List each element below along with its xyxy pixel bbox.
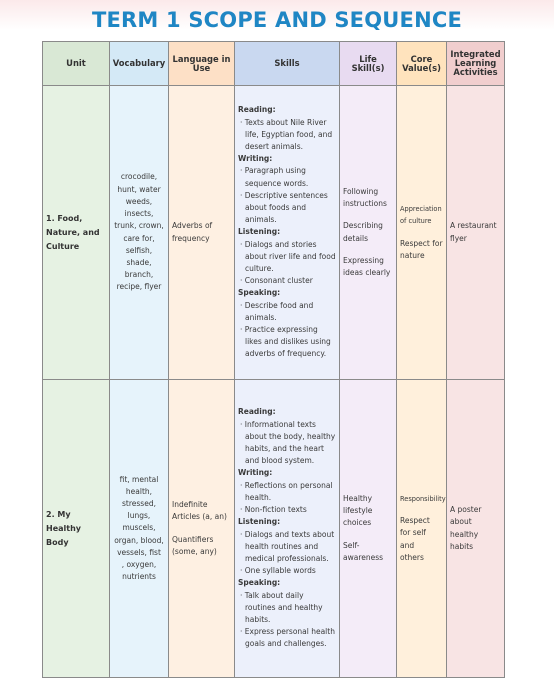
vocab-line: recipe, flyer [116, 282, 162, 292]
unit-cell [43, 380, 110, 678]
vocab-line: selfish, [125, 245, 153, 255]
skill-item: · Dialogs and texts about health routines and medical professionals. [240, 529, 335, 563]
skill-item: · Non-fiction texts [240, 505, 307, 515]
scope-sequence-table [42, 41, 505, 678]
unit-title: 2. My Healthy Body [46, 509, 81, 547]
vocab-line: , oxygen, [121, 560, 157, 569]
header-row [43, 42, 505, 86]
skill-item: · Informational texts about the body, healthy habits, and the heart and blood system. [240, 419, 336, 466]
skill-heading: Reading: [238, 105, 276, 115]
language-line: Quantifiers [172, 534, 214, 544]
skill-item: · Practice expressing likes and dislikes using adverbs of frequency. [240, 325, 331, 359]
table-row [43, 86, 505, 380]
header-life-skills: Life Skill(s) [340, 42, 397, 86]
vocab-line: nutrients [122, 572, 156, 582]
skill-heading: Speaking: [238, 578, 281, 588]
vocab-line: branch, [124, 270, 154, 280]
skill-item: · Describe food and animals. [240, 300, 314, 322]
header-unit: Unit [43, 42, 110, 86]
vocab-line: crocodile, [120, 172, 158, 182]
vocab-line: fit, mental [119, 474, 159, 484]
vocabulary-cell [110, 86, 169, 380]
vocab-line: hunt, water [117, 184, 161, 194]
skill-item: · Talk about daily routines and healthy habits. [240, 590, 323, 624]
life-skills-cell [340, 86, 397, 380]
vocab-line: health, [125, 486, 153, 496]
vocab-line: organ, blood, [114, 535, 164, 545]
core-values-cell [397, 380, 447, 678]
language-line: Adverbs of [172, 221, 213, 231]
core-value: Respect for nature [400, 238, 443, 260]
vocab-line: shade, [126, 257, 152, 267]
skill-item: · One syllable words [240, 566, 316, 576]
header-language-in-use: Language in Use [169, 42, 235, 86]
core-values-cell [397, 86, 447, 380]
table-row [43, 380, 505, 678]
ila-cell [447, 86, 505, 380]
skill-heading: Writing: [238, 154, 273, 164]
skill-heading: Writing: [238, 468, 273, 478]
skills-cell [235, 380, 340, 678]
skill-item: · Texts about Nile River life, Egyptian food, and desert animals. [240, 117, 333, 151]
skill-item: · Consonant cluster [240, 276, 313, 286]
vocab-line: vessels, fist [117, 547, 161, 557]
vocab-line: stressed, [122, 498, 156, 508]
language-line: Articles (a, an) [172, 512, 227, 522]
ila-text: A restaurant flyer [450, 221, 497, 243]
page-title: TERM 1 SCOPE AND SEQUENCE [91, 8, 463, 32]
skills-cell [235, 86, 340, 380]
language-line: Indefinite [172, 500, 208, 510]
life-skill: Following instructions [343, 186, 387, 209]
vocab-line: muscels, [122, 523, 156, 533]
vocab-line: trunk, crown, [114, 221, 164, 231]
unit-cell [43, 86, 110, 380]
core-value: Appreciation of culture [400, 205, 442, 226]
skill-item: · Express personal health goals and challenges. [240, 627, 335, 649]
header-vocabulary: Vocabulary [110, 42, 169, 86]
life-skills-cell [340, 380, 397, 678]
language-cell [169, 380, 235, 678]
life-skill: Expressing ideas clearly [343, 255, 391, 277]
language-cell [169, 86, 235, 380]
vocab-line: lungs, [127, 511, 151, 521]
skill-heading: Reading: [238, 407, 276, 417]
header-core-values: Core Value(s) [397, 42, 447, 86]
core-value: Respect for self and others [400, 516, 430, 562]
language-line: (some, any) [172, 546, 217, 556]
skill-item: · Dialogs and stories about river life and food culture. [240, 239, 336, 273]
skill-heading: Speaking: [238, 288, 281, 298]
vocab-line: care for, [123, 233, 155, 243]
life-skill: Describing details [343, 221, 383, 243]
skill-item: · Reflections on personal health. [240, 480, 333, 502]
skill-item: · Descriptive sentences about foods and animals. [240, 190, 328, 225]
life-skill: Healthy lifestyle choices [343, 493, 373, 528]
life-skill: Self-awareness [343, 540, 384, 562]
skill-heading: Listening: [238, 227, 281, 237]
ila-cell [447, 380, 505, 678]
vocabulary-cell [110, 380, 169, 678]
skill-item: · Paragraph using sequence words. [240, 166, 309, 188]
header-skills: Skills [235, 42, 340, 86]
skill-heading: Listening: [238, 517, 281, 527]
vocab-line: weeds, [125, 196, 153, 206]
vocab-line: insects, [124, 209, 154, 219]
ila-text: A poster about healthy habits [450, 505, 482, 551]
header-integrated-learning: Integrated Learning Activities [447, 42, 505, 86]
core-value: Responsibility [400, 494, 446, 503]
unit-title: 1. Food, Nature, and Culture [46, 213, 100, 251]
language-line: frequency [172, 233, 210, 243]
